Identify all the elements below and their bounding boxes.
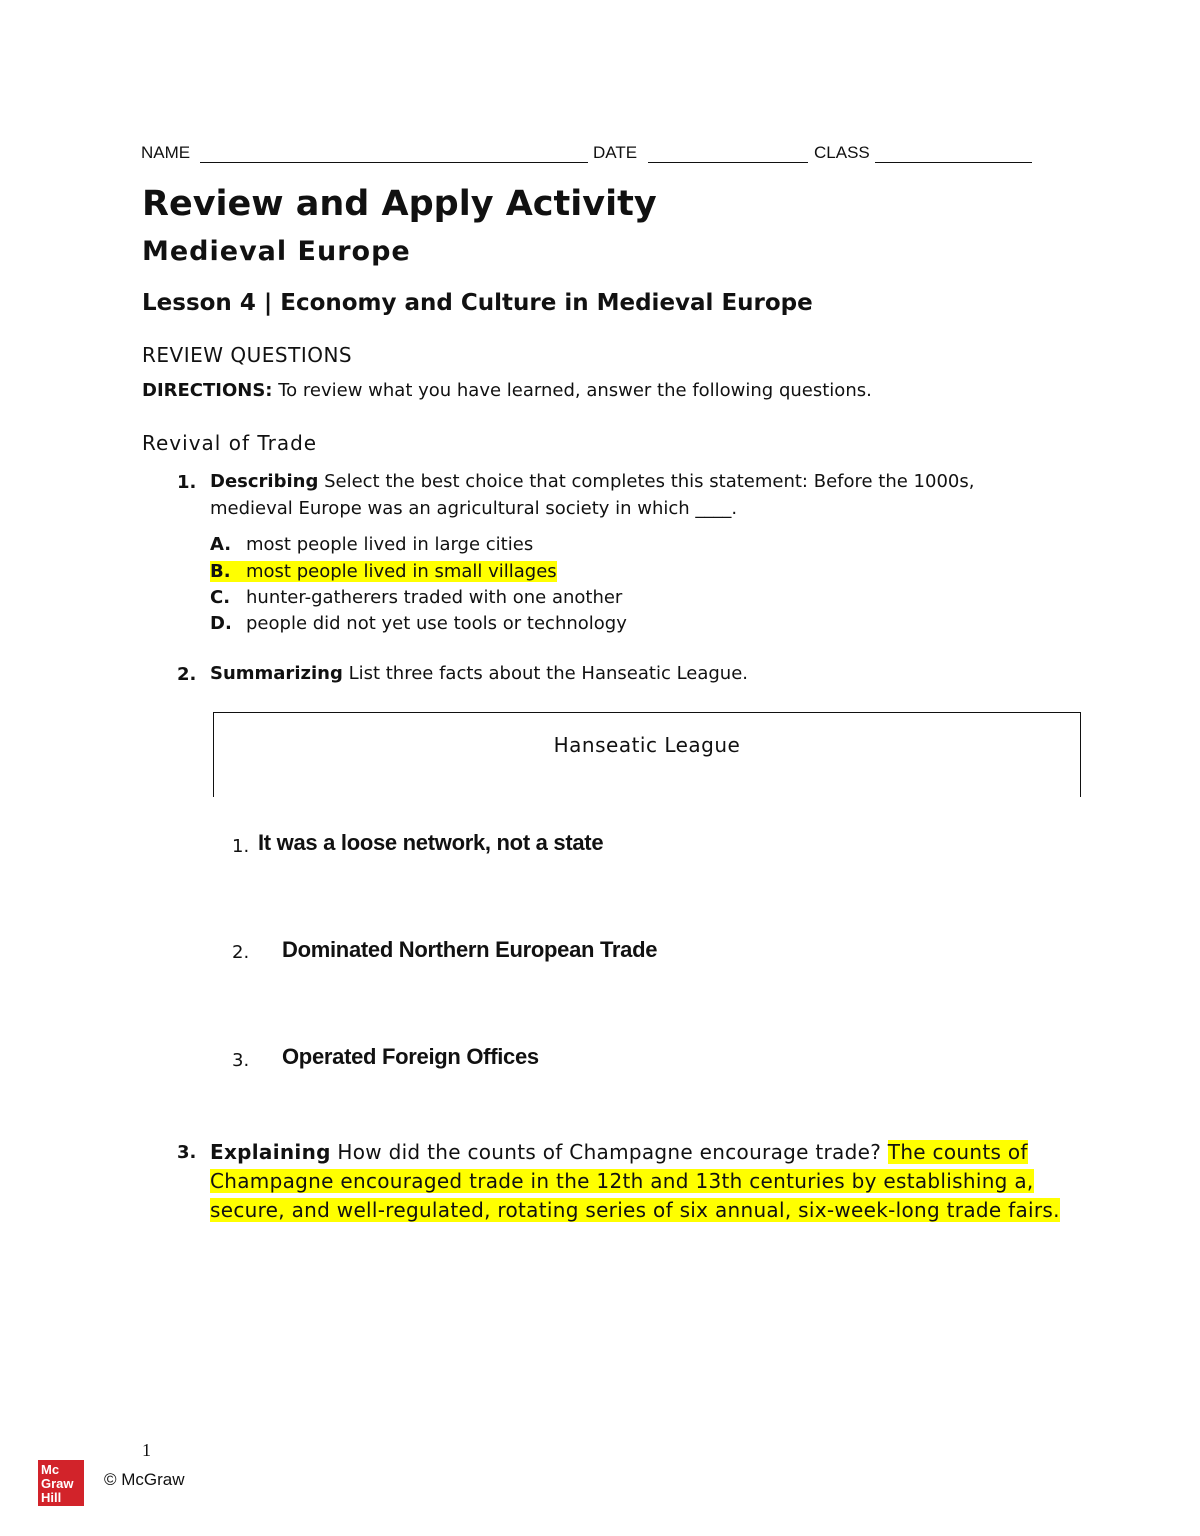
mcgraw-hill-logo	[38, 1460, 84, 1506]
class-label: CLASS	[814, 143, 870, 162]
date-field-line[interactable]	[648, 162, 808, 163]
directions	[142, 380, 872, 401]
directions-label: DIRECTIONS:	[142, 380, 273, 401]
q3-prompt	[210, 1138, 1060, 1225]
option-text: hunter-gatherers traded with one another	[246, 587, 623, 608]
name-field-line[interactable]	[200, 162, 588, 163]
hanseatic-box	[213, 712, 1081, 797]
fact-text[interactable]: Dominated Northern European Trade	[282, 937, 658, 962]
fact-number: 1.	[232, 836, 250, 857]
page-title: Review and Apply Activity	[142, 184, 657, 224]
fact-text[interactable]: Operated Foreign Offices	[282, 1044, 539, 1069]
option-text: people did not yet use tools or technology	[246, 613, 627, 634]
option-letter: D.	[210, 613, 232, 634]
q1-number: 1.	[177, 472, 197, 493]
directions-text: To review what you have learned, answer the following questions.	[272, 380, 872, 401]
box-title: Hanseatic League	[553, 733, 741, 757]
option-letter: A.	[210, 534, 232, 555]
date-label: DATE	[593, 143, 638, 162]
q1-option-b[interactable]	[210, 559, 557, 584]
copyright-text: © McGraw	[104, 1470, 185, 1489]
q2-text: List three facts about the Hanseatic League.	[342, 663, 749, 684]
section-heading: REVIEW QUESTIONS	[142, 343, 353, 367]
logo-line: Mc	[41, 1462, 60, 1477]
option-text: most people lived in small villages	[246, 561, 557, 582]
logo-line: Hill	[41, 1490, 62, 1505]
q1-option-d[interactable]	[210, 611, 627, 636]
fact-number: 3.	[232, 1050, 250, 1071]
subsection-heading: Revival of Trade	[142, 431, 318, 455]
q1-option-c[interactable]	[210, 585, 622, 610]
page-subtitle: Medieval Europe	[142, 236, 411, 267]
option-letter: C.	[210, 587, 231, 608]
q3-skill: Explaining	[210, 1140, 331, 1164]
q1-prompt	[210, 468, 1060, 522]
q3-answer[interactable]: The counts of Champagne encouraged trade in the 12th and 13th centuries by establishing a, secure, and well-regulated, rotating series of six annual, six-week-long trade fairs.	[210, 1140, 1060, 1222]
name-label: NAME	[141, 143, 191, 162]
option-letter: B.	[210, 561, 231, 582]
q3-text: How did the counts of Champagne encourage trade?	[330, 1140, 888, 1164]
q3-number: 3.	[177, 1142, 197, 1163]
logo-line: Graw	[41, 1476, 74, 1491]
page-number: 1	[142, 1440, 151, 1460]
option-text: most people lived in large cities	[246, 534, 534, 555]
class-field-line[interactable]	[875, 162, 1032, 163]
q1-option-a[interactable]	[210, 532, 533, 557]
fact-number: 2.	[232, 942, 250, 963]
q2-skill: Summarizing	[210, 663, 343, 684]
lesson-heading: Lesson 4 | Economy and Culture in Medieval Europe	[142, 290, 813, 316]
q1-skill: Describing	[210, 471, 319, 492]
fact-text[interactable]: It was a loose network, not a state	[258, 830, 604, 855]
q1-text: Select the best choice that completes this statement: Before the 1000s, medieval Europe was an agricultural society in which ____.	[210, 471, 975, 519]
q2-prompt	[210, 660, 1060, 687]
q2-number: 2.	[177, 664, 197, 685]
